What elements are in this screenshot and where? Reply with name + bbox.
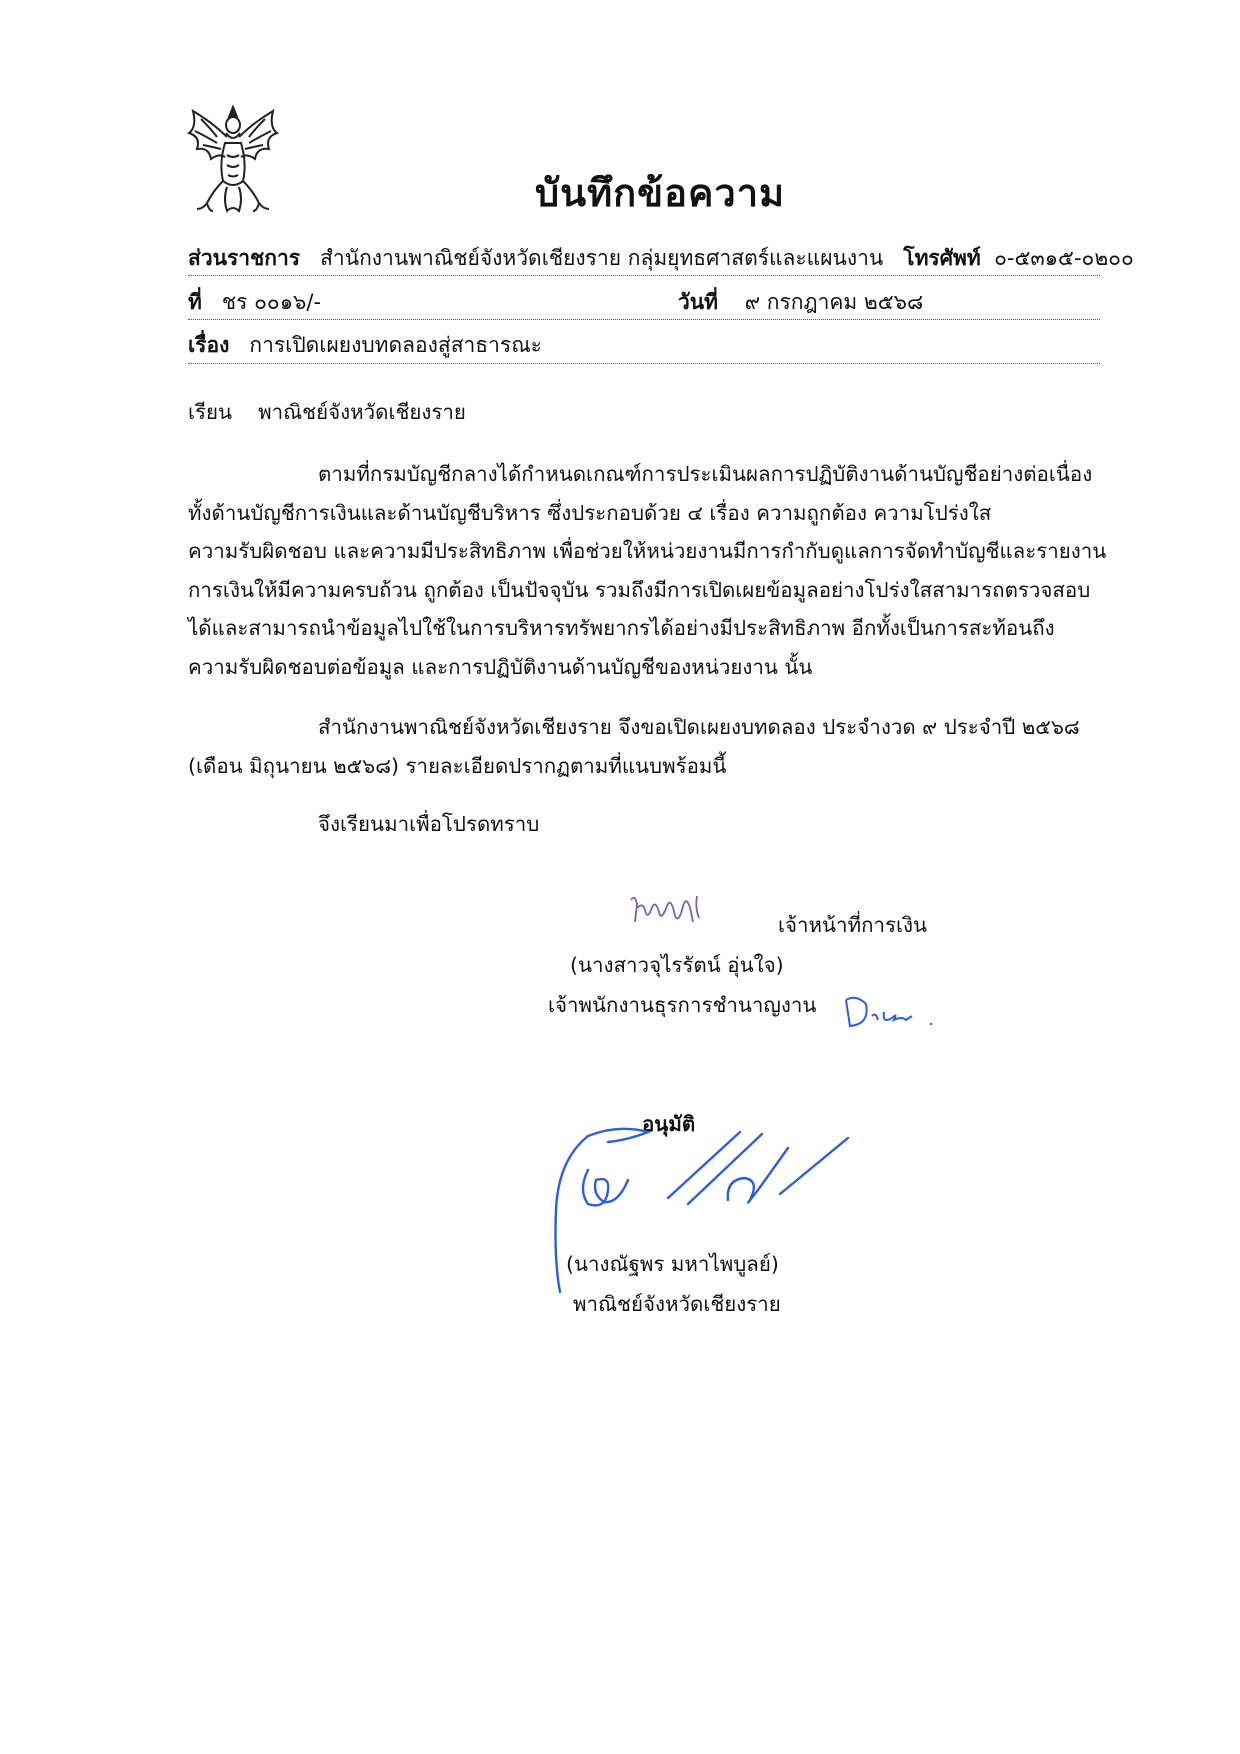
paragraph-line: การเงินให้มีความครบถ้วน ถูกต้อง เป็นปัจจุบัน รวมถึงมีการเปิดเผยข้อมูลอย่างโปร่งใสสามารถตรวจสอบ (188, 577, 1091, 602)
paragraph-line: สำนักงานพาณิชย์จังหวัดเชียงราย จึงขอเปิดเผยงบทดลอง ประจำงวด ๙ ประจำปี ๒๕๖๘ (318, 715, 1080, 739)
paragraph-line: ได้และสามารถนำข้อมูลไปใช้ในการบริหารทรัพยากรได้อย่างมีประสิทธิภาพ อีกทั้งเป็นการสะท้อนถึง (188, 616, 1055, 640)
document-title: บันทึกข้อความ (535, 171, 786, 215)
ref-row (188, 288, 321, 316)
approver-position: พาณิชย์จังหวัดเชียงราย (573, 1292, 781, 1316)
agency-label: ส่วนราชการ (188, 246, 301, 270)
date-value: ๙ กรกฎาคม ๒๕๖๘ (744, 290, 924, 314)
officer-position: เจ้าพนักงานธุรการชำนาญงาน (548, 993, 817, 1017)
approve-label: อนุมัติ (642, 1112, 696, 1136)
subject-label: เรื่อง (188, 333, 230, 357)
subject-value: การเปิดเผยงบทดลองสู่สาธารณะ (249, 333, 542, 357)
dotted-divider (188, 275, 1100, 276)
subject-row (188, 331, 542, 359)
paragraph-line: ความรับผิดชอบต่อข้อมูล และการปฏิบัติงานด้านบัญชีของหน่วยงาน นั้น (188, 654, 813, 679)
ref-value: ชร ๐๐๑๖/- (221, 290, 322, 314)
paragraph-line: ทั้งด้านบัญชีการเงินและด้านบัญชีบริหาร ซึ่งประกอบด้วย ๔ เรื่อง ความถูกต้อง ความโปร่งใส (188, 500, 992, 525)
approver-name: (นางณัฐพร มหาไพบูลย์) (566, 1252, 779, 1276)
paragraph-line: ความรับผิดชอบ และความมีประสิทธิภาพ เพื่อช่วยให้หน่วยงานมีการกำกับดูแลการจัดทำบัญชีและรายงาน (188, 539, 1107, 563)
body-paragraph-1 (188, 455, 1107, 686)
closing-line: จึงเรียนมาเพื่อโปรดทราบ (318, 812, 540, 836)
officer-signature (625, 888, 720, 940)
dotted-divider (188, 363, 1100, 364)
body-paragraph-2 (188, 708, 1101, 785)
officer-name: (นางสาวจุไรรัตน์ อุ่นใจ) (570, 953, 784, 977)
paragraph-line: ตามที่กรมบัญชีกลางได้กำหนดเกณฑ์การประเมินผลการปฏิบัติงานด้านบัญชีอย่างต่อเนื่อง (318, 462, 1093, 486)
paragraph-line: (เดือน มิถุนายน ๒๕๖๘) รายละเอียดปรากฏตามที่แนบพร้อมนี้ (188, 753, 727, 778)
ref-label: ที่ (188, 290, 202, 314)
agency-row (188, 244, 1134, 272)
date-label: วันที่ (678, 290, 718, 314)
reviewer-initials (840, 990, 940, 1034)
phone-label: โทรศัพท์ (903, 246, 981, 270)
officer-role: เจ้าหน้าที่การเงิน (778, 913, 928, 937)
date-row (678, 288, 923, 316)
salutation-label: เรียน (188, 400, 233, 424)
garuda-emblem-icon (183, 103, 283, 215)
agency-value: สำนักงานพาณิชย์จังหวัดเชียงราย กลุ่มยุทธศาสตร์และแผนงาน (320, 246, 884, 270)
dotted-divider (188, 319, 1100, 320)
salutation (188, 398, 466, 426)
salutation-value: พาณิชย์จังหวัดเชียงราย (258, 400, 466, 424)
phone-value: ๐-๕๓๑๕-๐๒๐๐ (994, 246, 1134, 270)
